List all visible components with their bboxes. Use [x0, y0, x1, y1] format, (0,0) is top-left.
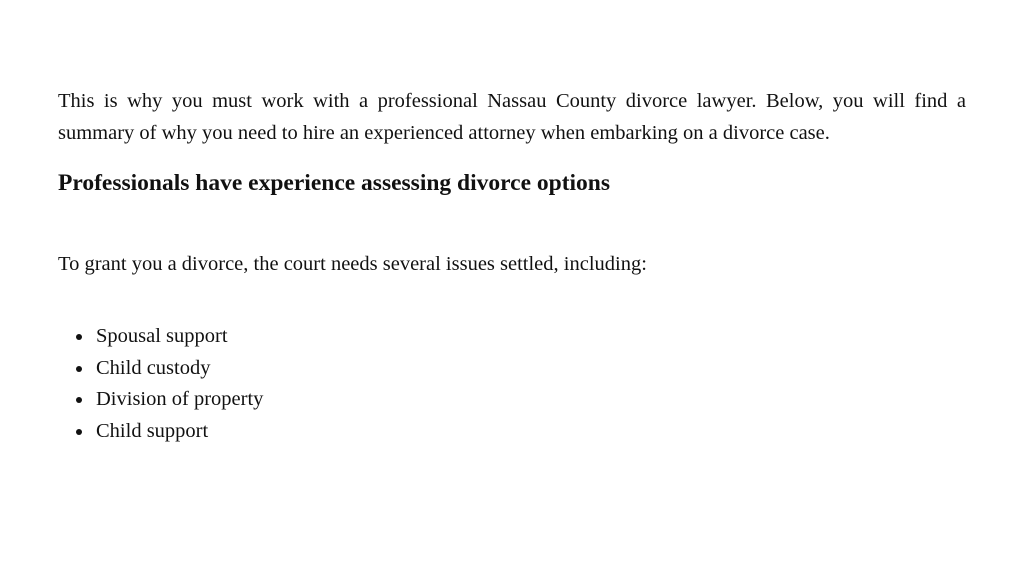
lead-paragraph: To grant you a divorce, the court needs several issues settled, including: [58, 253, 647, 275]
list-item-label: Child support [96, 419, 209, 442]
list-item-label: Division of property [96, 388, 264, 410]
list-item-label: Spousal support [96, 325, 228, 347]
issues-list [58, 321, 966, 447]
bullet-icon [76, 366, 82, 372]
list-item-label: Child custody [96, 356, 211, 379]
document-body [58, 86, 966, 447]
list-item [58, 416, 966, 448]
bullet-icon [76, 397, 82, 403]
bullet-icon [76, 429, 82, 435]
list-item [58, 321, 966, 353]
bullet-icon [76, 334, 82, 340]
list-item [58, 353, 966, 385]
list-item [58, 384, 966, 416]
intro-paragraph: This is why you must work with a professional Nassau County divorce lawyer. Below, you will find a summary of why you need to hire an experienced attorney when embarking on a divorce case. [58, 90, 966, 144]
section-heading: Professionals have experience assessing divorce options [58, 170, 611, 196]
